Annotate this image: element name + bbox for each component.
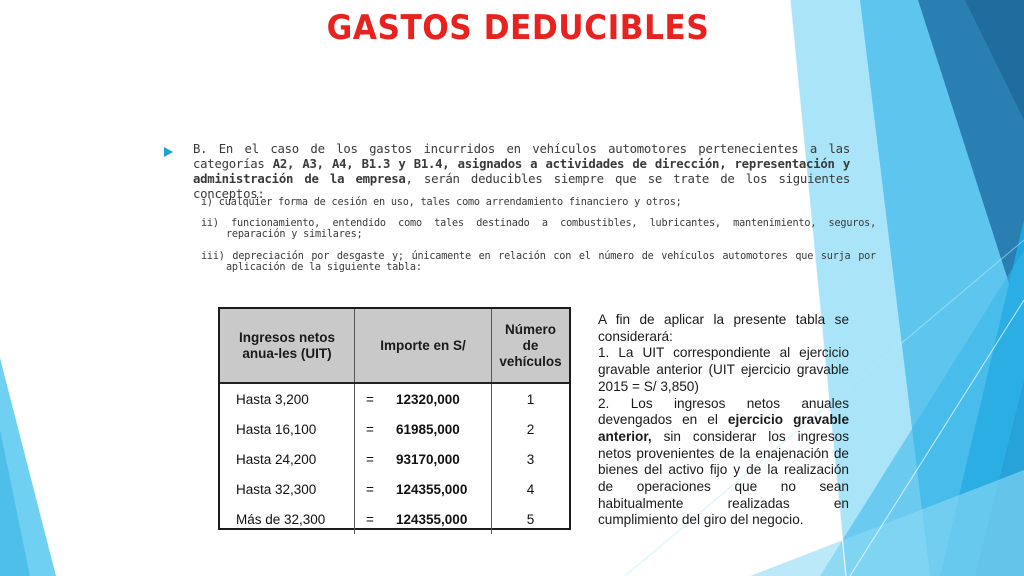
table-row — [220, 444, 569, 474]
equals-sign: = — [366, 391, 374, 407]
table-row — [220, 414, 569, 444]
intro-text-1: B. En el caso de los gastos incurridos en vehículos automotores pertenecientes a las categorías — [193, 142, 850, 171]
equals-sign: = — [366, 451, 374, 467]
list-item-ii: ii) funcionamiento, entendido como tales destinado a combustibles, lubricantes, mantenimiento, seguros, reparación y similares; — [201, 218, 876, 240]
note-item-2 — [598, 396, 849, 530]
header-importe: Importe en S/ — [355, 309, 492, 383]
list-item-i: i) cualquier forma de cesión en uso, tales como arrendamiento financiero y otros; — [201, 197, 682, 208]
note-intro: A fin de aplicar la presente tabla se considerará: — [598, 312, 849, 344]
table-header-row — [220, 309, 569, 383]
table-row — [220, 504, 569, 534]
row-amount-cell — [355, 444, 492, 474]
header-ingresos: Ingresos netos anua-les (UIT) — [220, 309, 355, 383]
intro-text-2: , serán deducibles siempre que se trate de los siguientes conceptos: — [193, 172, 851, 201]
row-count: 1 — [526, 391, 535, 407]
bullet-arrow-icon — [164, 147, 173, 157]
table-notes — [598, 312, 849, 529]
row-amount: 12320,000 — [396, 391, 460, 407]
row-label: Hasta 24,200 — [220, 444, 355, 474]
row-amount: 61985,000 — [396, 421, 460, 437]
row-amount: 124355,000 — [396, 481, 468, 497]
row-label: Más de 32,300 — [220, 504, 355, 534]
equals-sign: = — [366, 481, 374, 497]
row-count: 3 — [526, 451, 535, 467]
row-count: 4 — [526, 481, 535, 497]
row-count: 2 — [526, 421, 535, 437]
row-amount-cell — [355, 383, 492, 414]
row-count: 5 — [526, 511, 535, 527]
note-item-1: 1. La UIT correspondiente al ejercicio gravable anterior (UIT ejercicio gravable 2015 = S/ 3,850) — [598, 345, 849, 394]
row-amount-cell — [355, 414, 492, 444]
row-amount: 93170,000 — [396, 451, 460, 467]
table-row — [220, 383, 569, 414]
intro-paragraph — [193, 142, 850, 202]
note-item-2-start: 2. Los ingresos netos anuales devengados en el — [598, 395, 849, 428]
equals-sign: = — [366, 421, 374, 437]
vehicle-table — [218, 307, 571, 530]
note-item-2-end: sin considerar los ingresos netos provenientes de la enajenación de bienes del activo fijo y de la realización de operaciones que no sean habitualmente realizadas en cumplimiento del giro del negocio. — [598, 428, 849, 528]
page-title: GASTOS DEDUCIBLES — [326, 8, 710, 48]
row-label: Hasta 32,300 — [220, 474, 355, 504]
table-row — [220, 474, 569, 504]
note-item-2-bold: ejercicio gravable anterior, — [598, 412, 850, 444]
row-amount-cell — [355, 474, 492, 504]
header-numero: Número de vehículos — [492, 309, 570, 383]
intro-categories-bold: A2, A3, A4, B1.3 y B1.4, asignados a actividades de dirección, representación y administración de la empresa — [193, 157, 850, 186]
list-item-iii: iii) depreciación por desgaste y; únicamente en relación con el número de vehículos automotores que surja por aplicación de la siguiente tabla: — [201, 251, 876, 273]
row-label: Hasta 16,100 — [220, 414, 355, 444]
row-amount-cell — [355, 504, 492, 534]
row-label: Hasta 3,200 — [220, 383, 355, 414]
row-amount: 124355,000 — [396, 511, 468, 527]
equals-sign: = — [366, 511, 374, 527]
